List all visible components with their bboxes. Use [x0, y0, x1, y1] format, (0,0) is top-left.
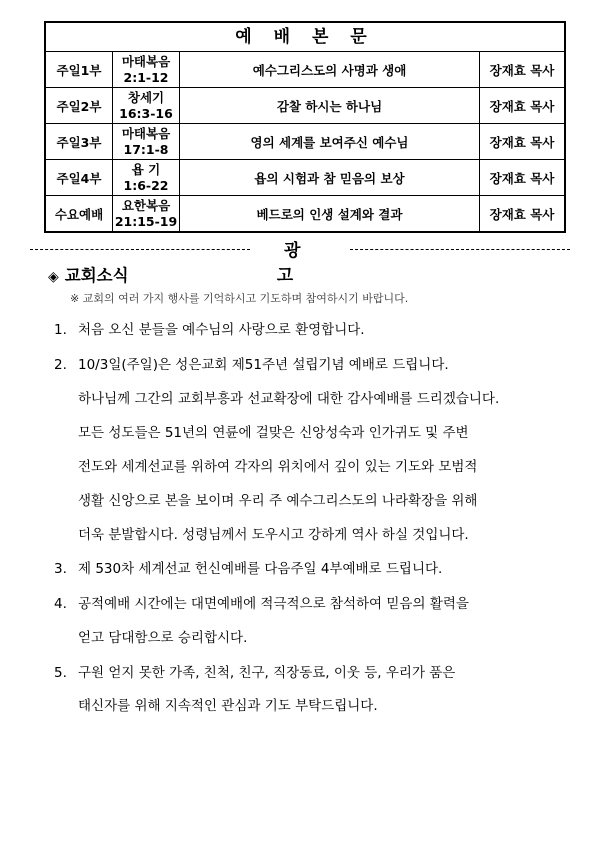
diamond-bullet-icon: ◈	[48, 269, 59, 285]
dashed-divider	[350, 249, 570, 250]
item-text: 태신자를 위해 지속적인 관심과 기도 부탁드립니다.	[78, 698, 378, 714]
scripture-verse: 2:1-12	[123, 69, 169, 85]
scripture-book: 욥 기	[131, 161, 161, 177]
news-heading	[48, 262, 129, 286]
dashed-divider	[30, 249, 250, 250]
scripture-book: 마태복음	[121, 53, 171, 69]
scripture-ref	[113, 52, 180, 87]
list-item	[54, 356, 449, 374]
item-text: 10/3일(주일)은 성은교회 제51주년 설립기념 예배로 드립니다.	[78, 357, 449, 373]
service-name: 주일4부	[46, 160, 113, 195]
item-text: 공적예배 시간에는 대면예배에 적극적으로 참석하여 믿음의 활력을	[78, 596, 469, 612]
table-row	[46, 196, 564, 231]
scripture-verse: 16:3-16	[119, 105, 173, 121]
item-text: 얻고 담대함으로 승리합시다.	[78, 630, 248, 646]
news-note: ※ 교회의 여러 가지 행사를 기억하시고 기도하며 참여하시기 바랍니다.	[70, 292, 409, 305]
item-number: 3.	[54, 561, 67, 577]
item-text: 모든 성도들은 51년의 연륜에 걸맞은 신앙성숙과 인가귀도 및 주변	[78, 425, 469, 441]
scripture-verse: 1:6-22	[123, 177, 169, 193]
announcement-title: 광 고	[276, 241, 331, 286]
table-row	[46, 124, 564, 160]
item-number: 1.	[54, 322, 67, 338]
preacher: 장재효 목사	[489, 98, 555, 114]
service-name: 주일2부	[46, 88, 113, 123]
scripture-ref	[113, 196, 180, 231]
item-text: 하나님께 그간의 교회부흥과 선교확장에 대한 감사예배를 드리겠습니다.	[78, 391, 500, 407]
table-row	[46, 160, 564, 196]
service-name: 주일3부	[46, 124, 113, 159]
preacher: 장재효 목사	[489, 62, 555, 78]
scripture-ref	[113, 160, 180, 195]
sermon-title: 예수그리스도의 사명과 생애	[180, 52, 480, 87]
sermon-title: 욥의 시험과 참 믿음의 보상	[180, 160, 480, 195]
item-number: 5.	[54, 665, 67, 681]
scripture-book: 창세기	[127, 89, 165, 105]
service-name: 주일1부	[46, 52, 113, 87]
preacher: 장재효 목사	[489, 206, 555, 222]
preacher: 장재효 목사	[489, 170, 555, 186]
list-item	[54, 321, 365, 339]
table-row	[46, 52, 564, 88]
sermon-table-title: 예 배 본 문	[46, 23, 564, 52]
item-text: 더욱 분발합시다. 성령님께서 도우시고 강하게 역사 하실 것입니다.	[78, 527, 469, 543]
item-number: 4.	[54, 596, 67, 612]
service-name: 수요예배	[46, 196, 113, 231]
scripture-book: 마태복음	[121, 125, 171, 141]
sermon-title: 베드로의 인생 설계와 결과	[180, 196, 480, 231]
list-item	[54, 595, 469, 613]
scripture-book: 요한복음	[121, 197, 171, 213]
item-text: 구원 얻지 못한 가족, 친척, 친구, 직장동료, 이웃 등, 우리가 품은	[78, 665, 456, 681]
sermon-title: 감찰 하시는 하나님	[180, 88, 480, 123]
item-text: 제 530차 세계선교 헌신예배를 다음주일 4부예배로 드립니다.	[78, 561, 443, 577]
news-heading-label: 교회소식	[64, 266, 129, 285]
scripture-ref	[113, 124, 180, 159]
scripture-ref	[113, 88, 180, 123]
item-text: 전도와 세계선교를 위하여 각자의 위치에서 깊이 있는 기도와 모범적	[78, 459, 478, 475]
scripture-verse: 21:15-19	[114, 213, 178, 229]
item-text: 생활 신앙으로 본을 보이며 우리 주 예수그리스도의 나라확장을 위해	[78, 493, 478, 509]
scripture-verse: 17:1-8	[123, 141, 169, 157]
sermon-table	[44, 21, 566, 233]
list-item	[54, 560, 442, 578]
item-text: 처음 오신 분들을 예수님의 사랑으로 환영합니다.	[78, 322, 365, 338]
preacher: 장재효 목사	[489, 134, 555, 150]
item-number: 2.	[54, 357, 67, 373]
sermon-title: 영의 세계를 보여주신 예수님	[180, 124, 480, 159]
table-row	[46, 88, 564, 124]
list-item	[54, 664, 455, 682]
